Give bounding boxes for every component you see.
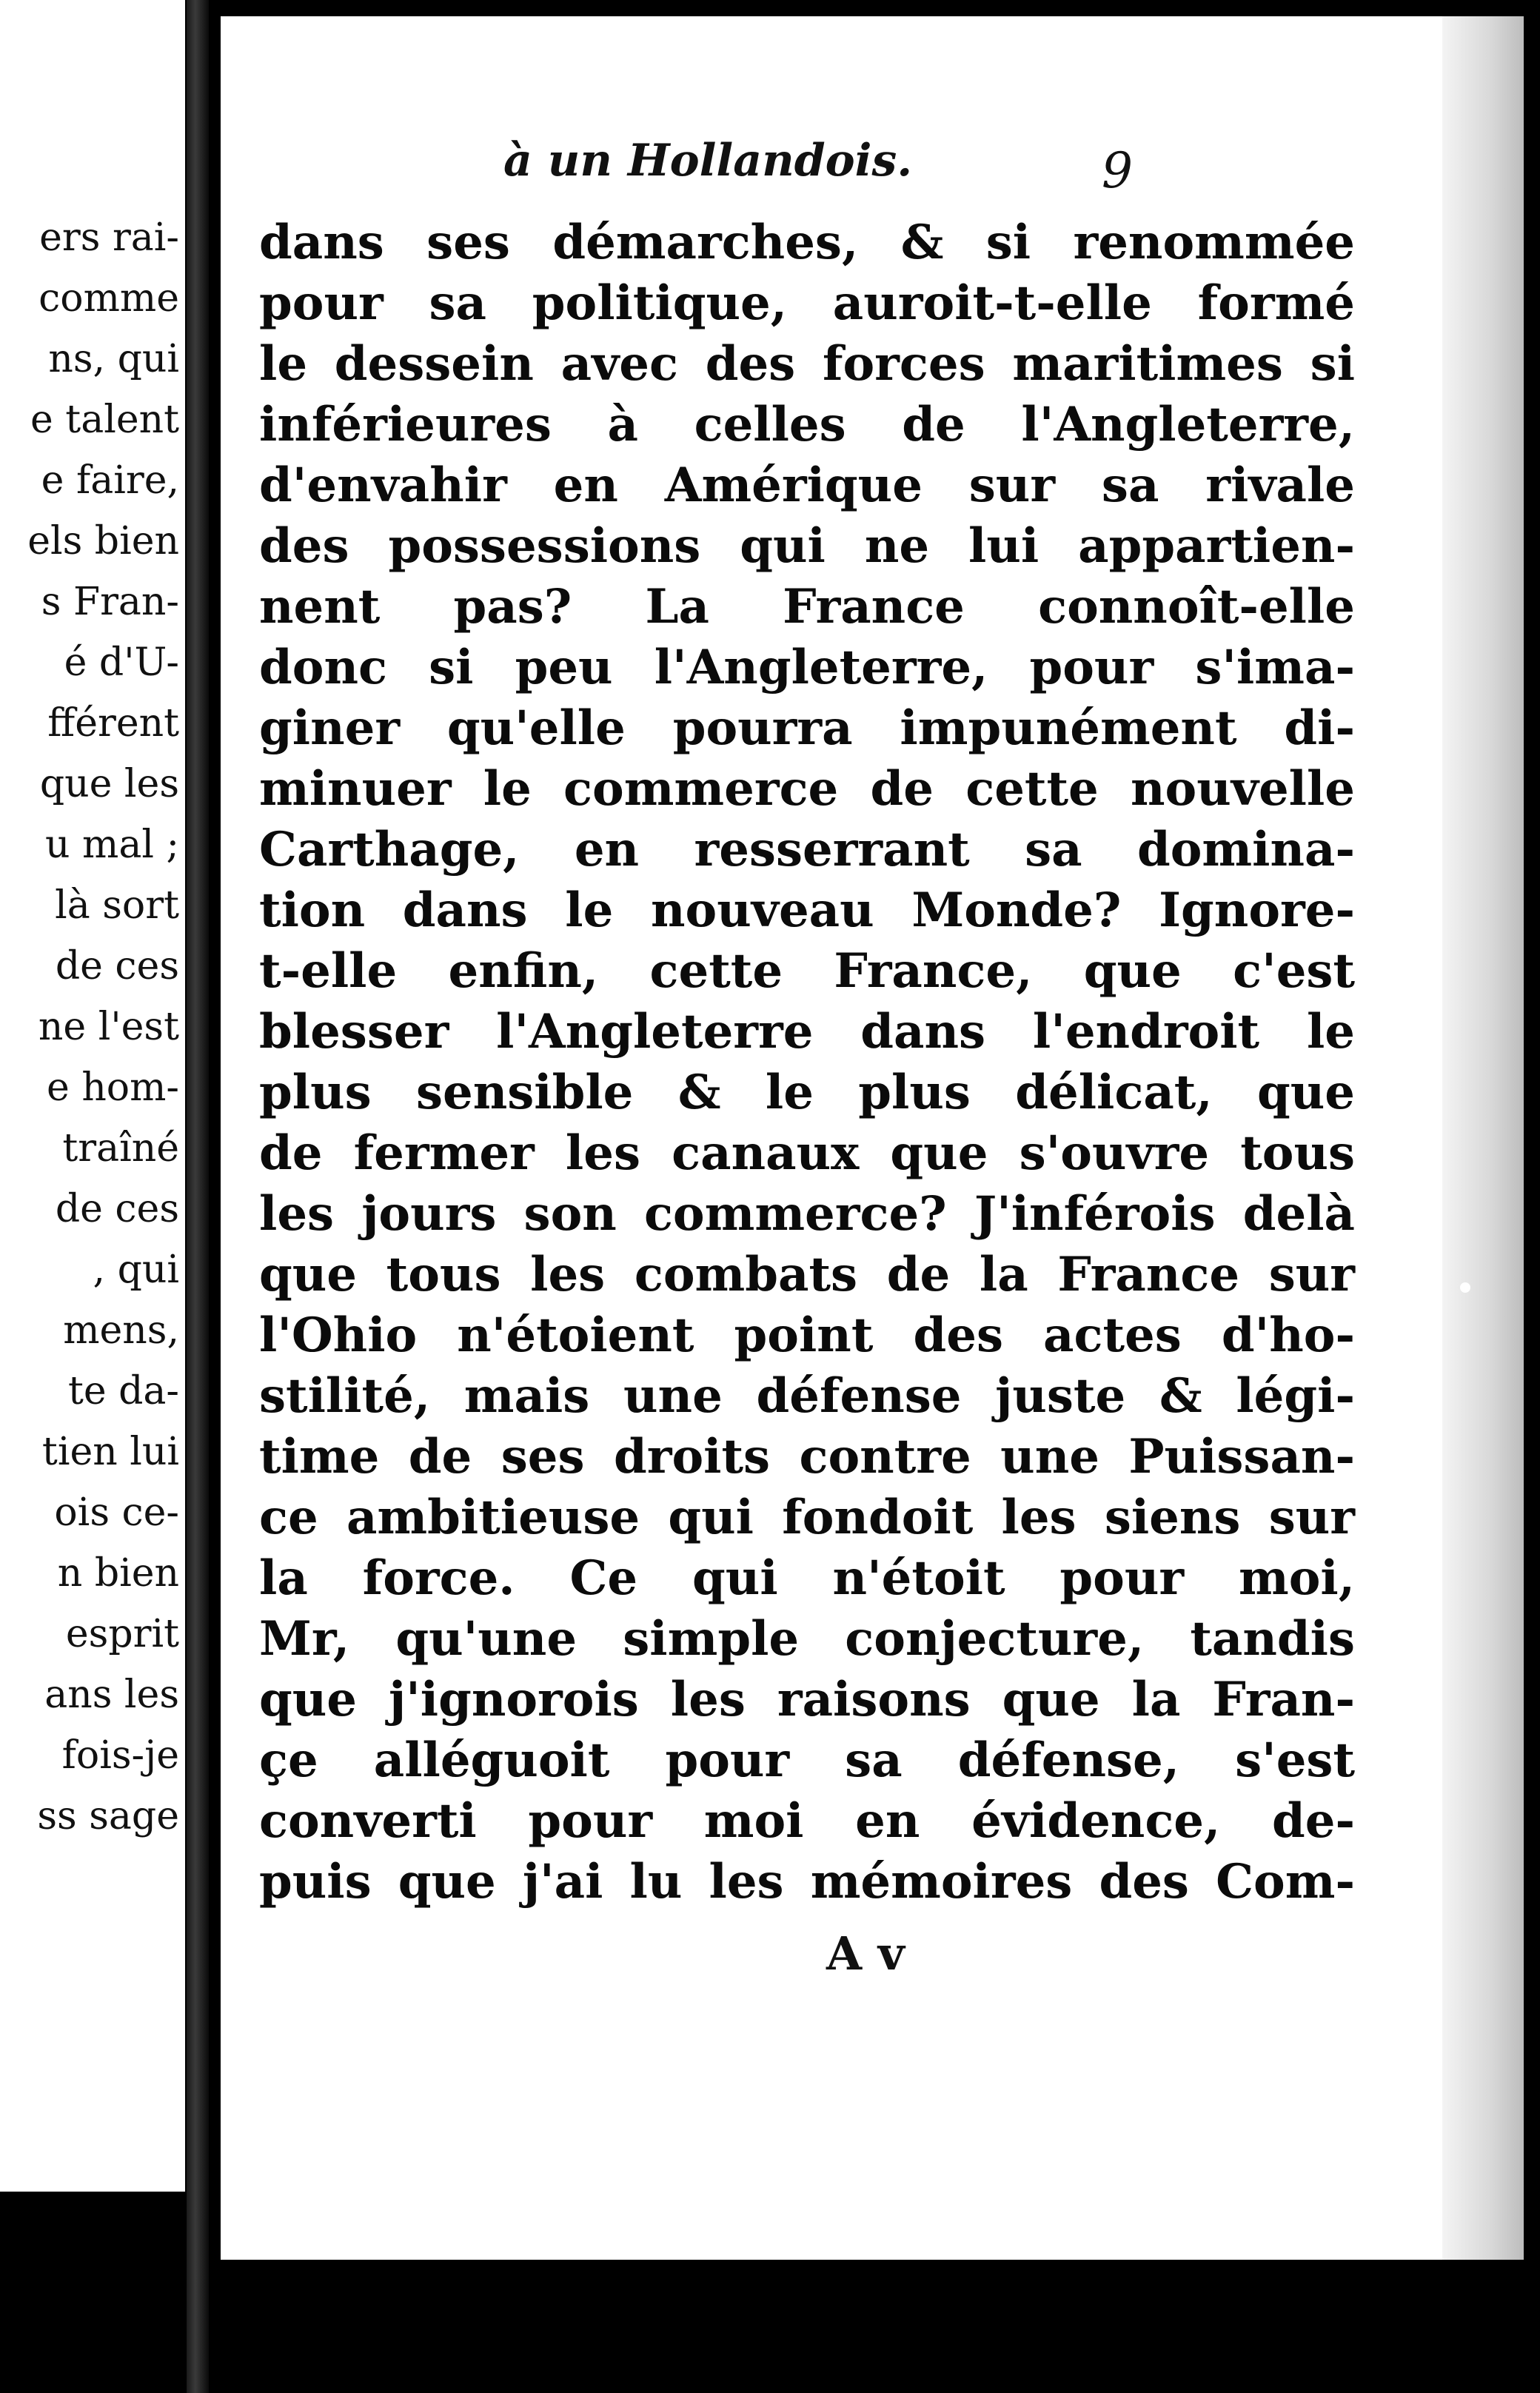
- text-line: Mr, qu'une simple conjecture, tandis: [259, 1611, 1355, 1667]
- text-line: pour sa politique, auroit-t-elle formé: [259, 275, 1355, 331]
- text-line: blesser l'Angleterre dans l'endroit le: [259, 1004, 1355, 1060]
- text-line: giner qu'elle pourra impunément di-: [259, 700, 1355, 756]
- text-line: çe alléguoit pour sa défense, s'est: [259, 1733, 1355, 1788]
- book-gutter: [187, 0, 209, 2393]
- text-line: le dessein avec des forces maritimes si: [259, 336, 1355, 392]
- text-line: time de ses droits contre une Puissan-: [259, 1429, 1355, 1485]
- left-text-line: ois ce-: [54, 1490, 179, 1535]
- text-line: de fermer les canaux que s'ouvre tous: [259, 1125, 1355, 1181]
- left-text-line: mens,: [63, 1308, 179, 1353]
- text-line: la force. Ce qui n'étoit pour moi,: [259, 1550, 1355, 1606]
- text-line: nent pas? La France connoît-elle: [259, 579, 1355, 635]
- page-body-text: [259, 212, 1355, 1912]
- text-line: dans ses démarches, & si renommée: [259, 215, 1355, 270]
- left-text-line: de ces: [55, 944, 179, 988]
- left-text-line: te da-: [67, 1369, 179, 1413]
- signature-mark: A v: [826, 1927, 905, 1981]
- left-text-line: é d'U-: [64, 640, 179, 685]
- book-page: [221, 16, 1524, 2260]
- text-line: l'Ohio n'étoient point des actes d'ho-: [259, 1308, 1355, 1363]
- left-text-line: tien lui: [41, 1430, 179, 1474]
- page-edge: [1442, 16, 1524, 2260]
- text-line: plus sensible & le plus délicat, que: [259, 1065, 1355, 1120]
- left-text-line: esprit: [65, 1612, 179, 1656]
- text-line: que j'ignorois les raisons que la Fran-: [259, 1672, 1355, 1727]
- left-text-line: fférent: [47, 701, 179, 746]
- left-text-line: u mal ;: [44, 823, 179, 867]
- left-text-line: s Fran-: [41, 580, 179, 624]
- text-line: des possessions qui ne lui appartien-: [259, 518, 1355, 574]
- running-head: à un Hollandois.: [503, 135, 913, 187]
- left-text-line: de ces: [55, 1187, 179, 1231]
- text-line: minuer le commerce de cette nouvelle: [259, 761, 1355, 817]
- left-text-line: comme: [38, 276, 179, 321]
- left-text-line: là sort: [55, 883, 179, 928]
- text-line: puis que j'ai lu les mémoires des Com-: [259, 1854, 1355, 1910]
- text-line: inférieures à celles de l'Angleterre,: [259, 397, 1355, 452]
- text-line: tion dans le nouveau Monde? Ignore-: [259, 883, 1355, 938]
- page-number: 9: [1102, 142, 1133, 199]
- text-line: stilité, mais une défense juste & légi-: [259, 1368, 1355, 1424]
- left-text-line: ne l'est: [38, 1005, 179, 1049]
- left-text-line: ers rai-: [39, 215, 179, 260]
- left-text-line: que les: [39, 762, 179, 806]
- text-line: les jours son commerce? J'inférois delà: [259, 1186, 1355, 1242]
- left-text-line: fois-je: [61, 1733, 179, 1778]
- left-page-fragment: [0, 0, 185, 2192]
- left-text-line: ans les: [44, 1673, 179, 1717]
- left-text-line: e faire,: [41, 458, 179, 503]
- text-line: que tous les combats de la France sur: [259, 1247, 1355, 1302]
- text-line: Carthage, en resserrant sa domina-: [259, 822, 1355, 877]
- text-line: ce ambitieuse qui fondoit les siens sur: [259, 1490, 1355, 1545]
- dust-speck: [1460, 1282, 1470, 1293]
- text-line: t-elle enfin, cette France, que c'est: [259, 943, 1355, 999]
- left-text-line: els bien: [27, 519, 179, 563]
- left-text-line: e talent: [30, 398, 179, 442]
- left-text-line: ns, qui: [48, 337, 179, 381]
- text-line: converti pour moi en évidence, de-: [259, 1793, 1355, 1849]
- left-text-line: traîné: [62, 1126, 179, 1171]
- left-text-line: , qui: [93, 1248, 179, 1292]
- left-text-line: ss sage: [37, 1794, 179, 1838]
- left-text-line: n bien: [57, 1551, 179, 1596]
- left-text-line: e hom-: [47, 1065, 179, 1110]
- text-line: d'envahir en Amérique sur sa rivale: [259, 458, 1355, 513]
- text-line: donc si peu l'Angleterre, pour s'ima-: [259, 640, 1355, 695]
